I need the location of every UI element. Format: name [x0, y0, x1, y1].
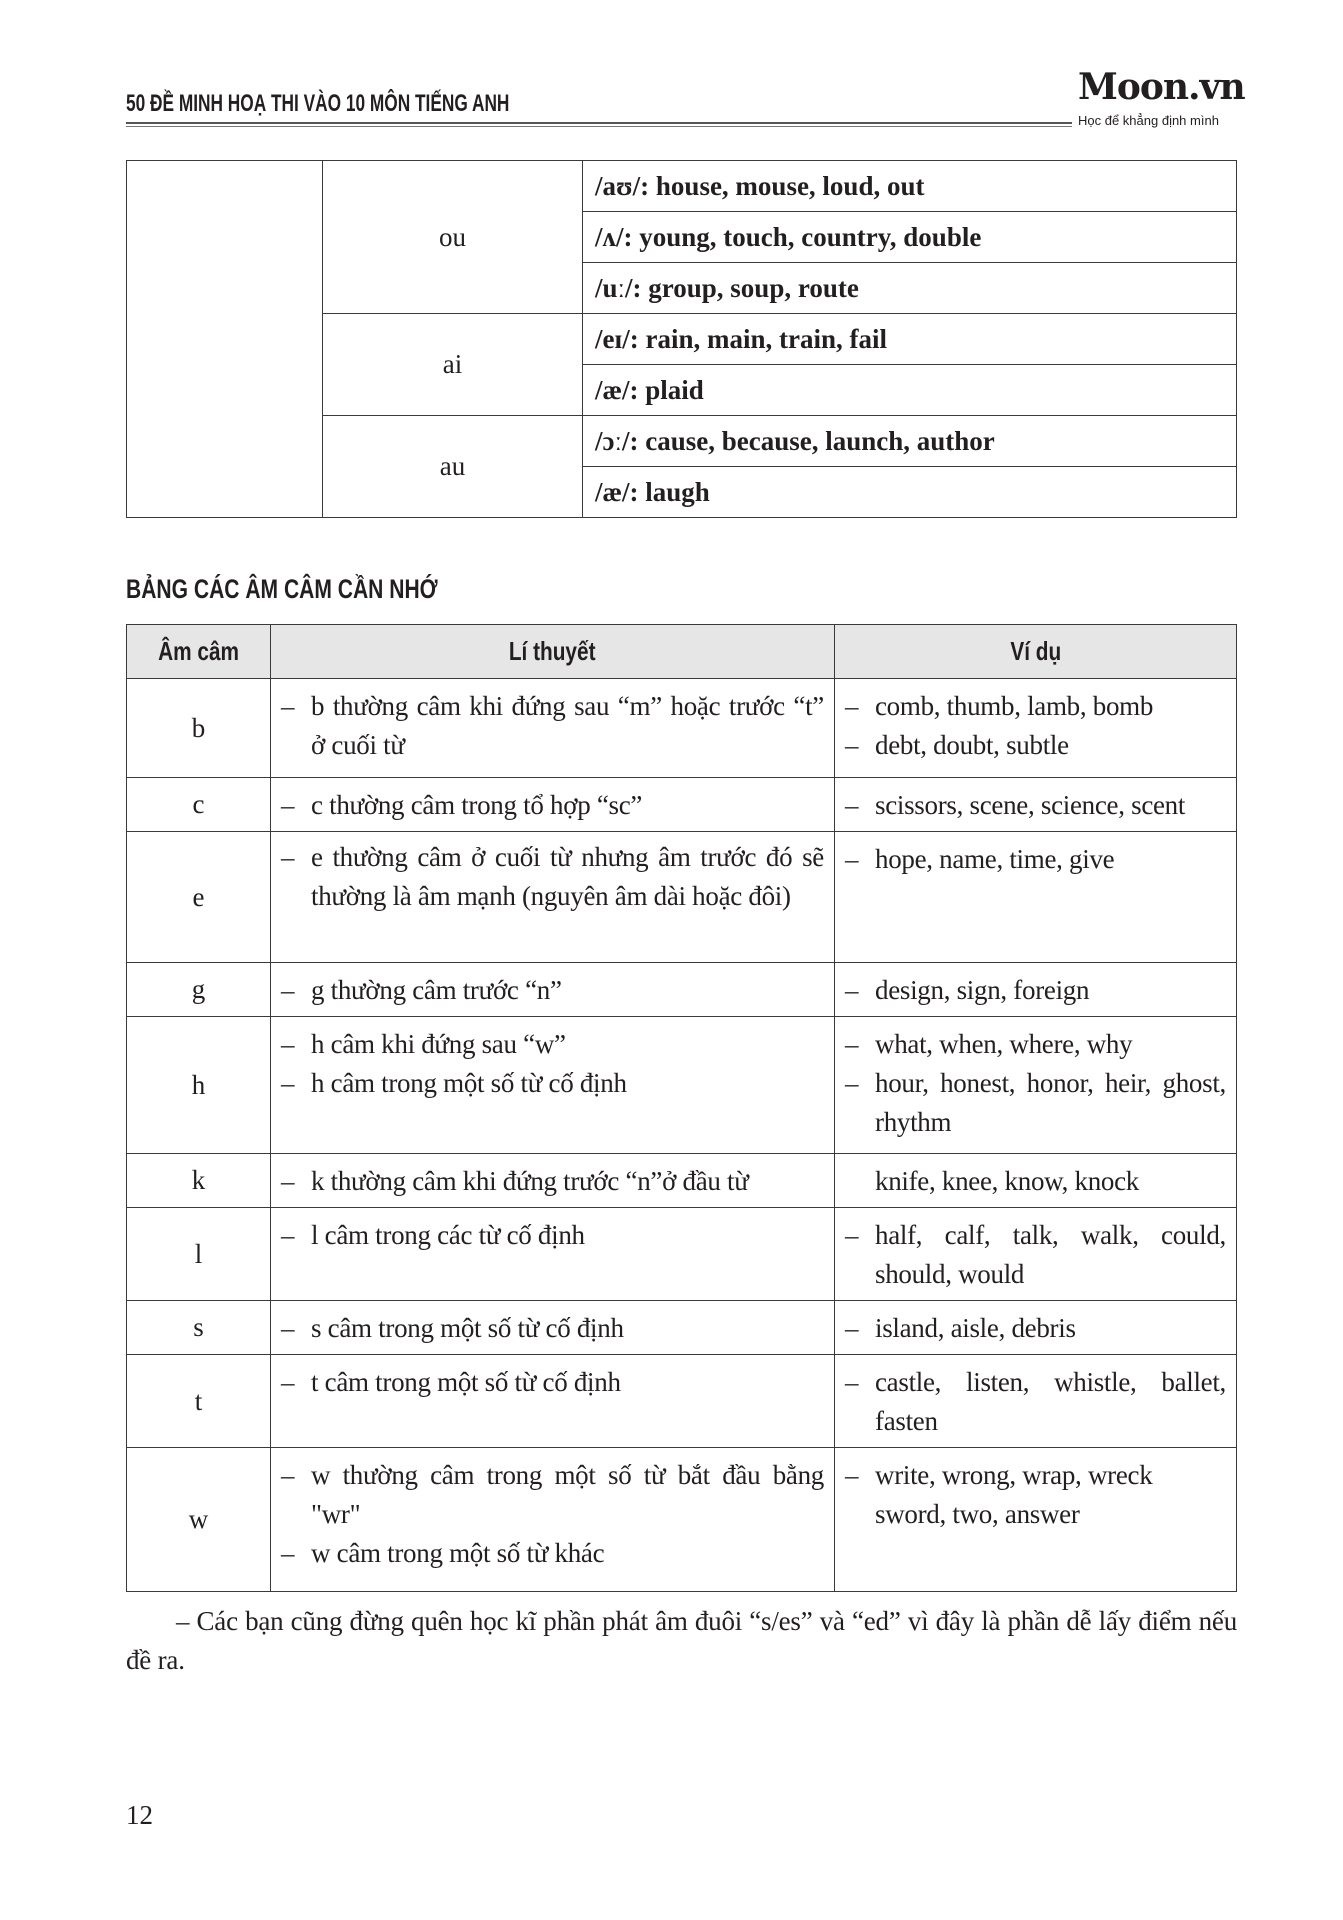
header-rule — [126, 122, 1072, 124]
examples-cell — [835, 832, 1237, 963]
column-header: Ví dụ — [835, 625, 1237, 679]
silent-letter: b — [127, 679, 271, 778]
examples-cell — [835, 1208, 1237, 1301]
list-item — [281, 1025, 824, 1064]
table-row — [127, 1208, 1237, 1301]
list-item-text: island, aisle, debris — [875, 1313, 1076, 1343]
list-item-text: comb, thumb, lamb, bomb — [875, 691, 1154, 721]
list-item — [845, 1456, 1226, 1495]
list-item — [845, 1216, 1226, 1294]
dash-bullet: – — [845, 730, 859, 760]
list-item — [845, 1495, 1226, 1534]
dash-bullet — [845, 1162, 875, 1201]
theory-cell — [271, 963, 835, 1017]
examples-cell — [835, 1154, 1237, 1208]
silent-letter: t — [127, 1355, 271, 1448]
column-header: Âm câm — [127, 625, 271, 679]
list-item — [845, 1064, 1226, 1142]
list-item — [845, 1309, 1226, 1348]
book-title: 50 ĐỀ MINH HOẠ THI VÀO 10 MÔN TIẾNG ANH — [126, 90, 510, 117]
silent-letter: g — [127, 963, 271, 1017]
silent-letters-table — [126, 624, 1237, 1592]
list-item-text: e thường câm ở cuối từ nhưng âm trước đó sẽ thường là âm mạnh (nguyên âm dài hoặc đôi) — [311, 842, 824, 911]
list-item-text: w câm trong một số từ khác — [311, 1538, 605, 1568]
sound-example: /æ/: plaid — [583, 365, 1237, 416]
list-item — [281, 1064, 824, 1103]
list-item-text: write, wrong, wrap, wreck — [875, 1460, 1153, 1490]
table-row — [127, 161, 1237, 212]
sound-example: /eɪ/: rain, main, train, fail — [583, 314, 1237, 365]
list-item — [281, 1456, 824, 1534]
examples-cell — [835, 963, 1237, 1017]
table-row — [127, 679, 1237, 778]
silent-letter: e — [127, 832, 271, 963]
list-item-text: what, when, where, why — [875, 1029, 1133, 1059]
group-label: au — [323, 416, 583, 518]
dash-bullet: – — [281, 1460, 295, 1490]
sound-example: /aʊ/: house, mouse, loud, out — [583, 161, 1237, 212]
list-item — [845, 971, 1226, 1010]
list-item-text: sword, two, answer — [875, 1499, 1080, 1529]
footnote-paragraph: – Các bạn cũng đừng quên học kĩ phần phát âm đuôi “s/es” và “ed” vì đây là phần dễ lấy điểm nếu đề ra. — [126, 1606, 1237, 1675]
list-item — [845, 1025, 1226, 1064]
examples-cell — [835, 1448, 1237, 1592]
list-item — [281, 1363, 824, 1402]
dash-bullet: – — [845, 1460, 859, 1490]
examples-cell — [835, 679, 1237, 778]
list-item — [281, 687, 824, 765]
sound-example: /æ/: laugh — [583, 467, 1237, 518]
table-row — [127, 778, 1237, 832]
dash-bullet — [845, 1495, 875, 1534]
list-item — [845, 840, 1226, 879]
list-item-text: c thường câm trong tổ hợp “sc” — [311, 790, 643, 820]
list-item-text: k thường câm khi đứng trước “n”ở đầu từ — [311, 1166, 749, 1196]
silent-letter: w — [127, 1448, 271, 1592]
theory-cell — [271, 778, 835, 832]
group-label: ou — [323, 161, 583, 314]
list-item-text: h câm trong một số từ cố định — [311, 1068, 627, 1098]
silent-letter: c — [127, 778, 271, 832]
dash-bullet: – — [281, 691, 295, 721]
list-item-text: s câm trong một số từ cố định — [311, 1313, 624, 1343]
theory-cell — [271, 679, 835, 778]
list-item — [281, 1216, 824, 1255]
list-item-text: g thường câm trước “n” — [311, 975, 562, 1005]
column-header: Lí thuyết — [271, 625, 835, 679]
dash-bullet: – — [281, 842, 295, 872]
examples-cell — [835, 1301, 1237, 1355]
list-item — [281, 838, 824, 916]
sound-example: /ɔː/: cause, because, launch, author — [583, 416, 1237, 467]
list-item-text: hour, honest, honor, heir, ghost, rhythm — [875, 1068, 1226, 1137]
list-item — [845, 1162, 1226, 1201]
theory-cell — [271, 1355, 835, 1448]
list-item-text: castle, listen, whistle, ballet, fasten — [875, 1367, 1226, 1436]
list-item-text: l câm trong các từ cố định — [311, 1220, 585, 1250]
sound-example: /uː/: group, soup, route — [583, 263, 1237, 314]
list-item — [281, 1162, 824, 1201]
dash-bullet: – — [845, 1313, 859, 1343]
examples-cell — [835, 1017, 1237, 1154]
silent-letter: l — [127, 1208, 271, 1301]
list-item-text: scissors, scene, science, scent — [875, 790, 1186, 820]
list-item — [281, 1309, 824, 1348]
list-item-text: hope, name, time, give — [875, 844, 1115, 874]
empty-cell — [127, 161, 323, 518]
list-item-text: h câm khi đứng sau “w” — [311, 1029, 566, 1059]
dash-bullet: – — [281, 1029, 295, 1059]
list-item — [845, 726, 1226, 765]
silent-letter: h — [127, 1017, 271, 1154]
dash-bullet: – — [281, 1313, 295, 1343]
dash-bullet: – — [845, 1029, 859, 1059]
table-row — [127, 1017, 1237, 1154]
theory-cell — [271, 832, 835, 963]
section-title: BẢNG CÁC ÂM CÂM CẦN NHỚ — [126, 574, 438, 604]
dash-bullet: – — [845, 844, 859, 874]
group-label: ai — [323, 314, 583, 416]
dash-bullet: – — [845, 691, 859, 721]
dash-bullet: – — [281, 1166, 295, 1196]
dash-bullet: – — [845, 1367, 859, 1397]
list-item — [281, 971, 824, 1010]
dash-bullet: – — [281, 1220, 295, 1250]
list-item-text: b thường câm khi đứng sau “m” hoặc trước “t” ở cuối từ — [311, 691, 824, 760]
table-row — [127, 1154, 1237, 1208]
table-row — [127, 1301, 1237, 1355]
examples-cell — [835, 1355, 1237, 1448]
list-item — [281, 786, 824, 825]
list-item-text: debt, doubt, subtle — [875, 730, 1069, 760]
dash-bullet: – — [845, 975, 859, 1005]
list-item-text: w thường câm trong một số từ bắt đầu bằng "wr" — [311, 1460, 824, 1529]
theory-cell — [271, 1154, 835, 1208]
dash-bullet: – — [281, 1367, 295, 1397]
logo-tagline: Học để khẳng định mình — [1078, 113, 1219, 128]
theory-cell — [271, 1301, 835, 1355]
dash-bullet: – — [281, 1538, 295, 1568]
silent-letter: s — [127, 1301, 271, 1355]
table-row — [127, 1355, 1237, 1448]
page-number: 12 — [126, 1800, 153, 1830]
table-row — [127, 1448, 1237, 1592]
dash-bullet: – — [281, 790, 295, 820]
theory-cell — [271, 1208, 835, 1301]
list-item — [845, 1363, 1226, 1441]
theory-cell — [271, 1017, 835, 1154]
header-rule — [126, 126, 1072, 127]
dash-bullet: – — [281, 975, 295, 1005]
list-item — [281, 1534, 824, 1573]
examples-cell — [835, 778, 1237, 832]
table-row — [127, 832, 1237, 963]
table-row — [127, 963, 1237, 1017]
dash-bullet: – — [281, 1068, 295, 1098]
list-item-text: knife, knee, know, knock — [875, 1166, 1139, 1196]
dash-bullet: – — [845, 790, 859, 820]
moon-logo: Moon.vn — [1078, 66, 1245, 108]
table-header-row — [127, 625, 1237, 679]
vowel-pairs-table — [126, 160, 1237, 518]
list-item-text: t câm trong một số từ cố định — [311, 1367, 621, 1397]
dash-bullet: – — [845, 1068, 859, 1098]
list-item-text: half, calf, talk, walk, could, should, would — [875, 1220, 1226, 1289]
sound-example: /ʌ/: young, touch, country, double — [583, 212, 1237, 263]
dash-bullet: – — [845, 1220, 859, 1250]
theory-cell — [271, 1448, 835, 1592]
list-item — [845, 687, 1226, 726]
list-item — [845, 786, 1226, 825]
list-item-text: design, sign, foreign — [875, 975, 1090, 1005]
silent-letter: k — [127, 1154, 271, 1208]
